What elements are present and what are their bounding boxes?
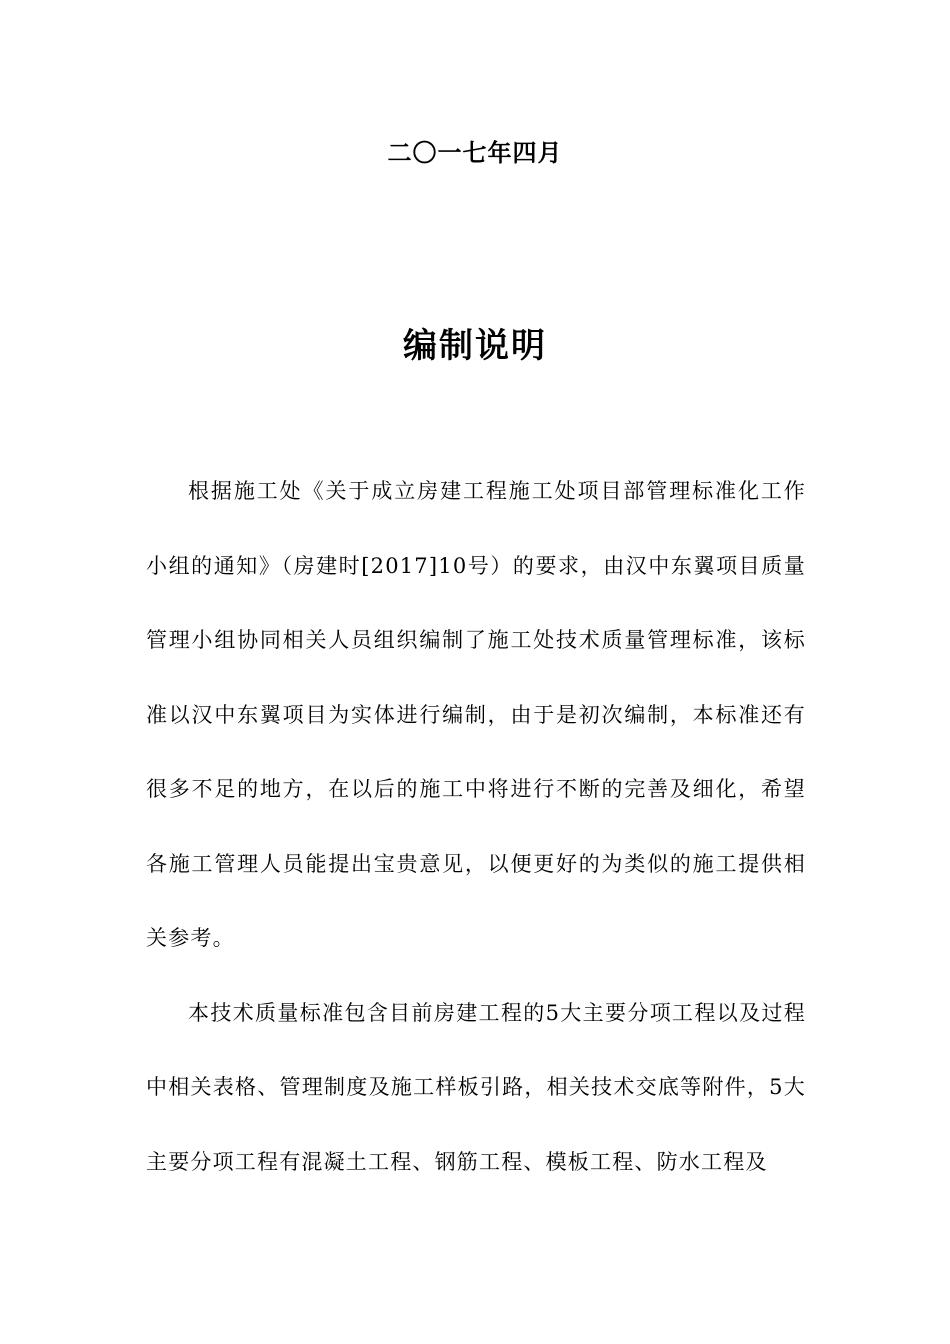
document-title: 编制说明 xyxy=(403,326,547,366)
document-date: 二〇一七年四月 xyxy=(387,139,563,167)
body-paragraph-1: 根据施工处《关于成立房建工程施工处项目部管理标准化工作小组的通知》（房建时[2017]10号）的要求，由汉中东翼项目质量管理小组协同相关人员组织编制了施工处技术质量管理标准，该标准以汉中东翼项目为实体进行编制，由于是初次编制，本标准还有很多不足的地方，在以后的施工中将进行不断的完善及细化，希望各施工管理人员能提出宝贵意见，以便更好的为类似的施工提供相关参考。 xyxy=(146,479,806,950)
body-paragraph-2: 本技术质量标准包含目前房建工程的5大主要分项工程以及过程中相关表格、管理制度及施工样板引路，相关技术交底等附件，5大主要分项工程有混凝土工程、钢筋工程、模板工程、防水工程及 xyxy=(146,1000,806,1174)
document-body xyxy=(146,454,806,1199)
